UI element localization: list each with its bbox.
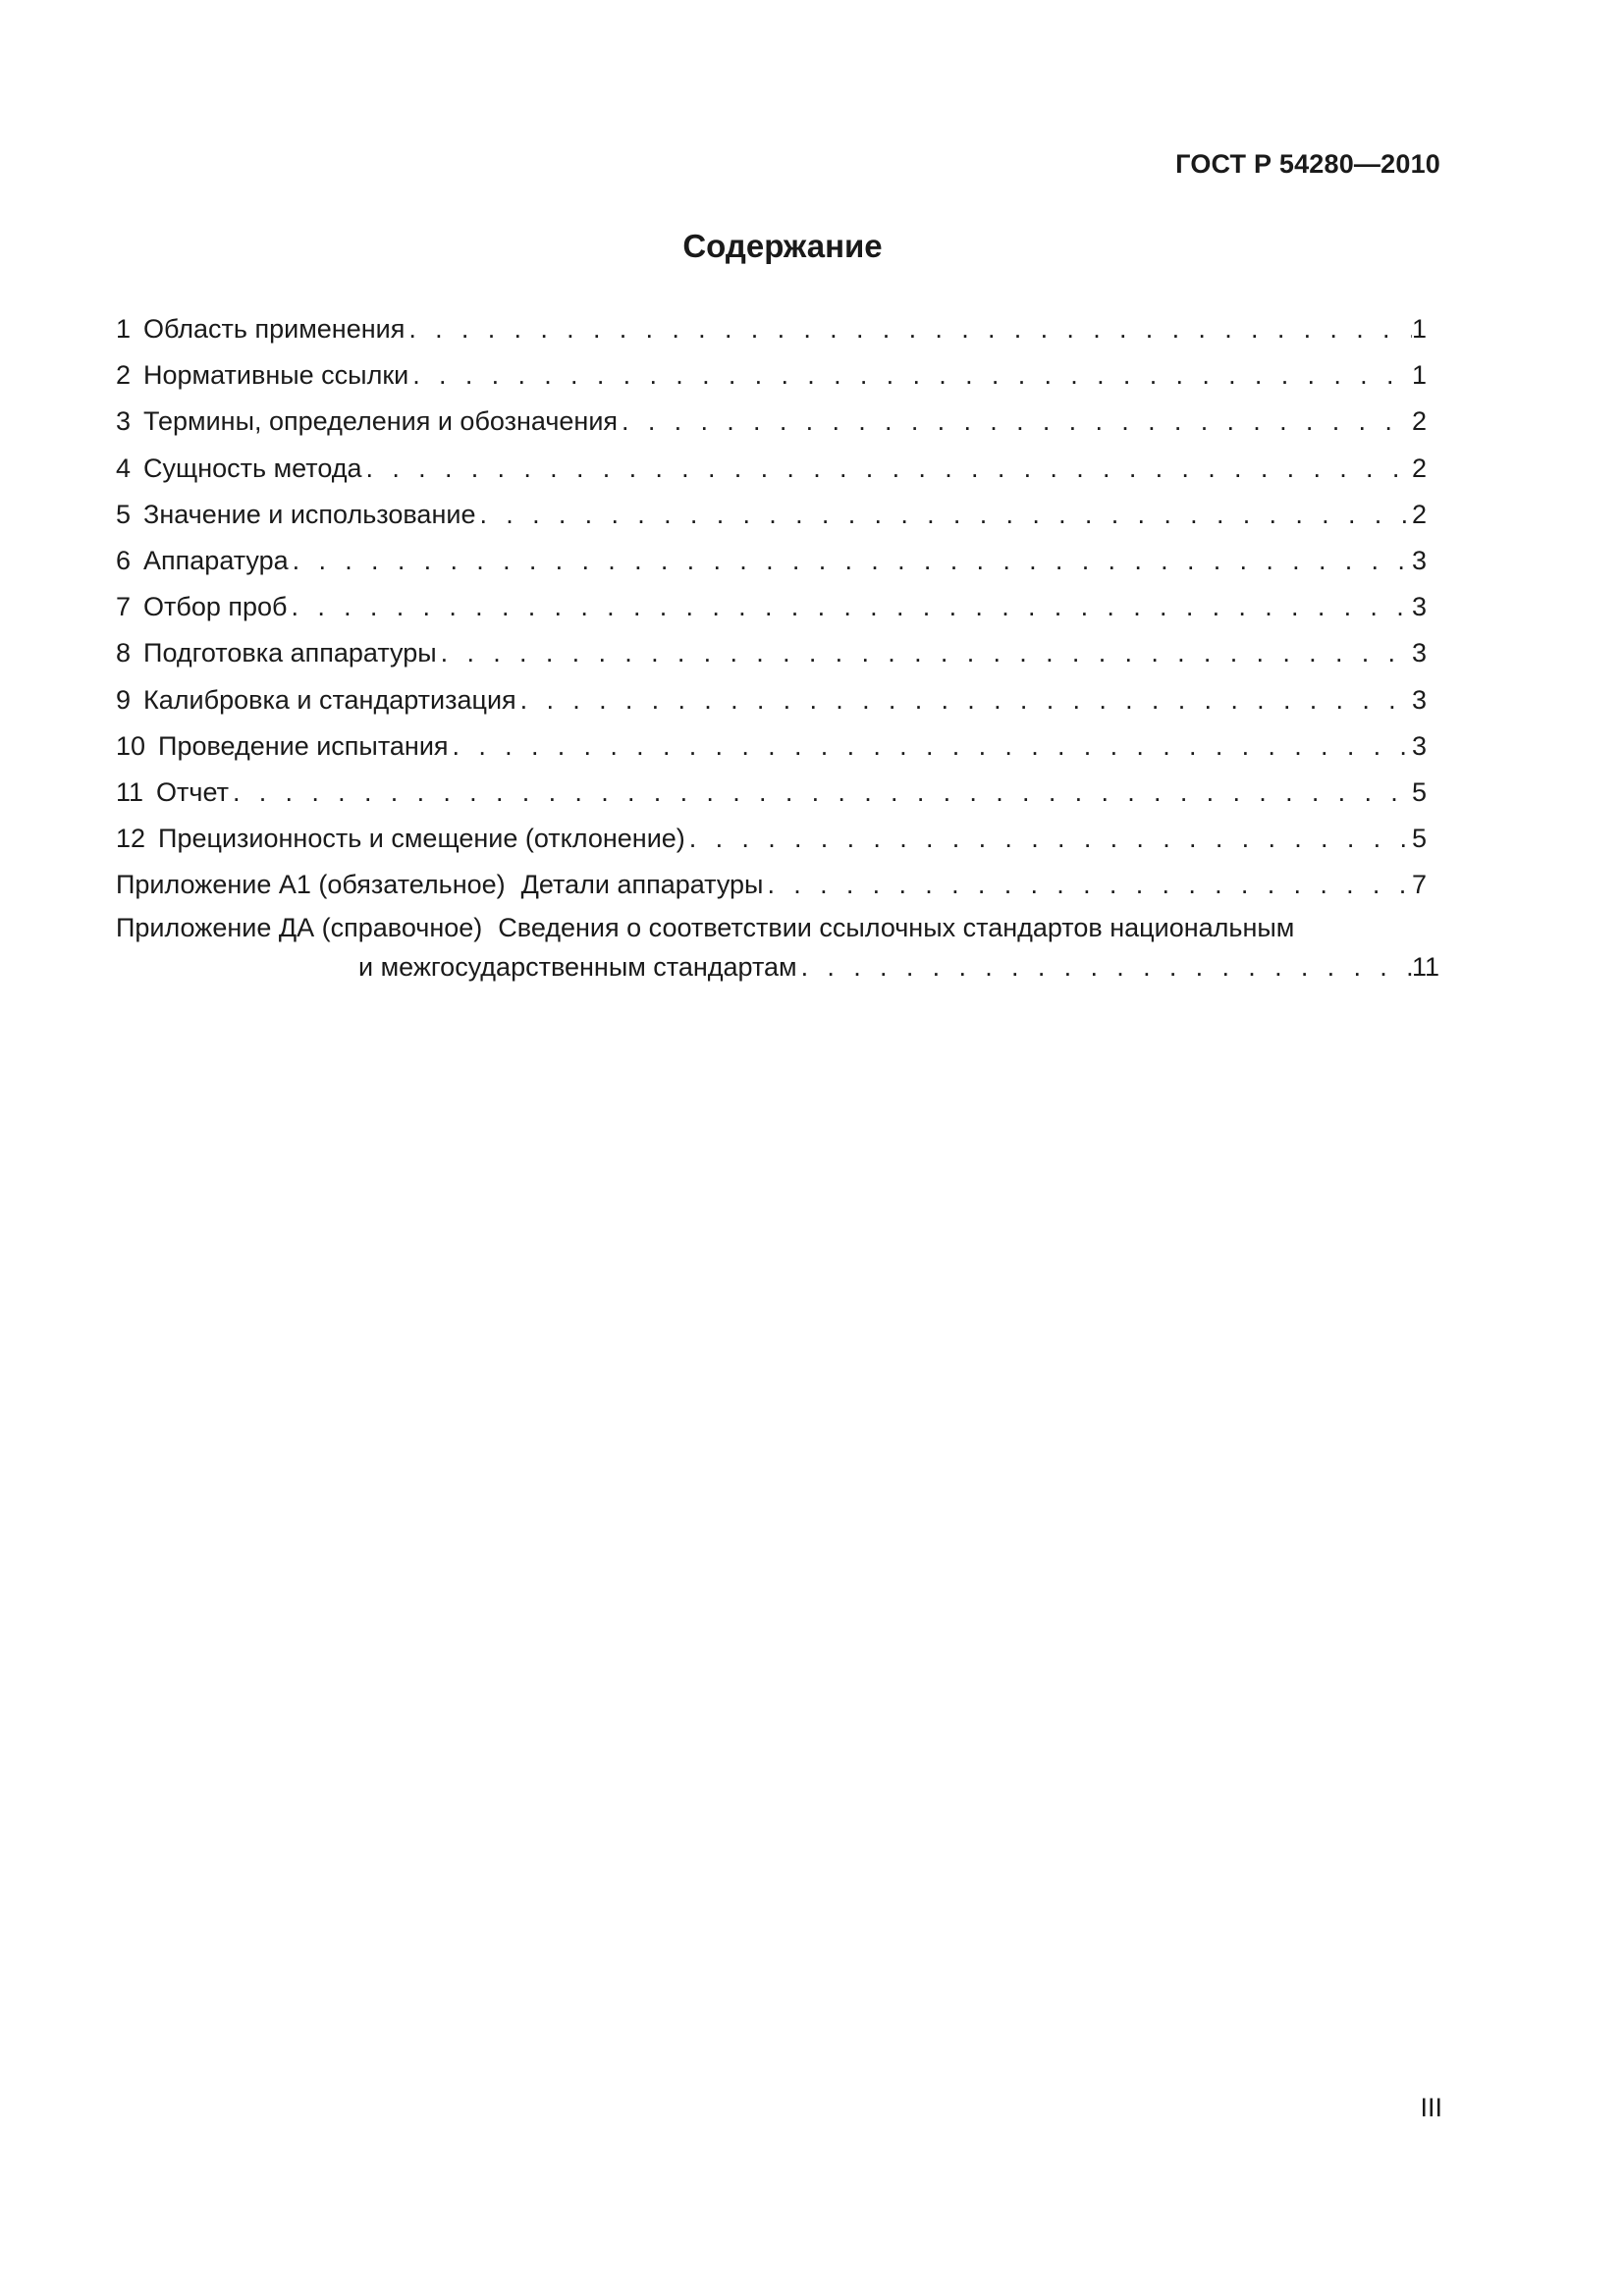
toc-leader-dots	[233, 770, 1412, 816]
toc-entry-appendix-a1[interactable]	[116, 862, 1445, 908]
toc-entry-page: 5	[1412, 776, 1428, 807]
toc-entry-page: 3	[1412, 730, 1428, 761]
toc-entry-number: 7	[116, 592, 132, 622]
toc-leader-dots	[412, 352, 1412, 399]
toc-entry-page: 3	[1412, 638, 1428, 668]
toc-entry-12[interactable]	[116, 816, 1445, 862]
toc-leader-dots	[479, 492, 1412, 538]
toc-entry-title: Значение и использование	[143, 499, 476, 529]
toc-entry-page: 1	[1412, 360, 1428, 391]
toc-entry-title: Термины, определения и обозначения	[143, 406, 619, 437]
toc-entry-number: 11	[116, 776, 144, 807]
toc-leader-dots	[293, 538, 1412, 584]
toc-entry-title: Детали аппаратуры	[520, 870, 764, 900]
toc-leader-dots	[408, 306, 1412, 352]
toc-entry-page: 3	[1412, 545, 1428, 575]
toc-entry-10[interactable]	[116, 723, 1445, 770]
toc-appendix-line-2	[116, 947, 1445, 987]
toc-entry-page: 5	[1412, 824, 1428, 854]
toc-leader-dots	[441, 630, 1412, 676]
toc-entry-title: Отбор проб	[143, 592, 288, 622]
page-title: Содержание	[682, 228, 883, 264]
toc-entry-title-line-2: и межгосударственным стандартам	[358, 952, 797, 983]
toc-entry-5[interactable]	[116, 492, 1445, 538]
toc-leader-dots	[622, 399, 1412, 445]
toc-entry-page: 3	[1412, 592, 1428, 622]
toc-leader-dots	[767, 862, 1412, 908]
toc-entry-number: 5	[116, 499, 132, 529]
toc-entry-number: 1	[116, 314, 132, 344]
toc-entry-title: Прецизионность и смещение (отклонение)	[158, 824, 685, 854]
toc-entry-title: Область применения	[143, 314, 406, 344]
toc-entry-appendix-da[interactable]	[116, 908, 1445, 987]
toc-entry-page: 11	[1412, 952, 1440, 983]
toc-entry-7[interactable]	[116, 584, 1445, 630]
toc-leader-dots	[689, 816, 1412, 862]
toc-entry-11[interactable]	[116, 770, 1445, 816]
toc-entry-4[interactable]	[116, 446, 1445, 492]
toc-entry-1[interactable]	[116, 306, 1445, 352]
toc-entry-title: Аппаратура	[143, 545, 289, 575]
toc-leader-dots	[366, 446, 1412, 492]
toc-appendix-label: Приложение ДА (справочное)	[116, 913, 483, 943]
toc-entry-page: 2	[1412, 453, 1428, 483]
toc-entry-9[interactable]	[116, 677, 1445, 723]
toc-leader-dots	[520, 677, 1412, 723]
toc-entry-number: 3	[116, 406, 132, 437]
toc-entry-page: 3	[1412, 684, 1428, 715]
toc-entry-3[interactable]	[116, 399, 1445, 445]
toc-entry-title: Калибровка и стандартизация	[143, 684, 516, 715]
toc-entry-page: 1	[1412, 314, 1428, 344]
toc-entry-page: 7	[1412, 870, 1428, 900]
toc-entry-page: 2	[1412, 499, 1428, 529]
toc-entry-8[interactable]	[116, 630, 1445, 676]
toc-entry-number: 4	[116, 453, 132, 483]
toc-entry-number: 10	[116, 730, 146, 761]
toc-entry-2[interactable]	[116, 352, 1445, 399]
toc-entry-title: Отчет	[156, 776, 229, 807]
toc-entry-title: Проведение испытания	[158, 730, 449, 761]
toc-entry-number: 12	[116, 824, 146, 854]
toc-entry-number: 8	[116, 638, 132, 668]
standard-code: ГОСТ Р 54280—2010	[1175, 149, 1440, 179]
table-of-contents	[116, 306, 1445, 987]
toc-entry-6[interactable]	[116, 538, 1445, 584]
page-number: III	[1420, 2093, 1442, 2122]
toc-entry-number: 6	[116, 545, 132, 575]
toc-entry-number: 2	[116, 360, 132, 391]
toc-appendix-line-1	[116, 908, 1445, 947]
toc-leader-dots	[453, 723, 1412, 770]
toc-entry-title: Подготовка аппаратуры	[143, 638, 437, 668]
toc-appendix-label: Приложение А1 (обязательное)	[116, 870, 506, 900]
toc-leader-dots	[801, 947, 1412, 987]
toc-entry-title: Нормативные ссылки	[143, 360, 409, 391]
toc-entry-title-line-1: Сведения о соответствии ссылочных стандартов национальным	[498, 913, 1295, 943]
toc-entry-page: 2	[1412, 406, 1428, 437]
toc-entry-number: 9	[116, 684, 132, 715]
toc-entry-title: Сущность метода	[143, 453, 362, 483]
toc-leader-dots	[292, 584, 1412, 630]
